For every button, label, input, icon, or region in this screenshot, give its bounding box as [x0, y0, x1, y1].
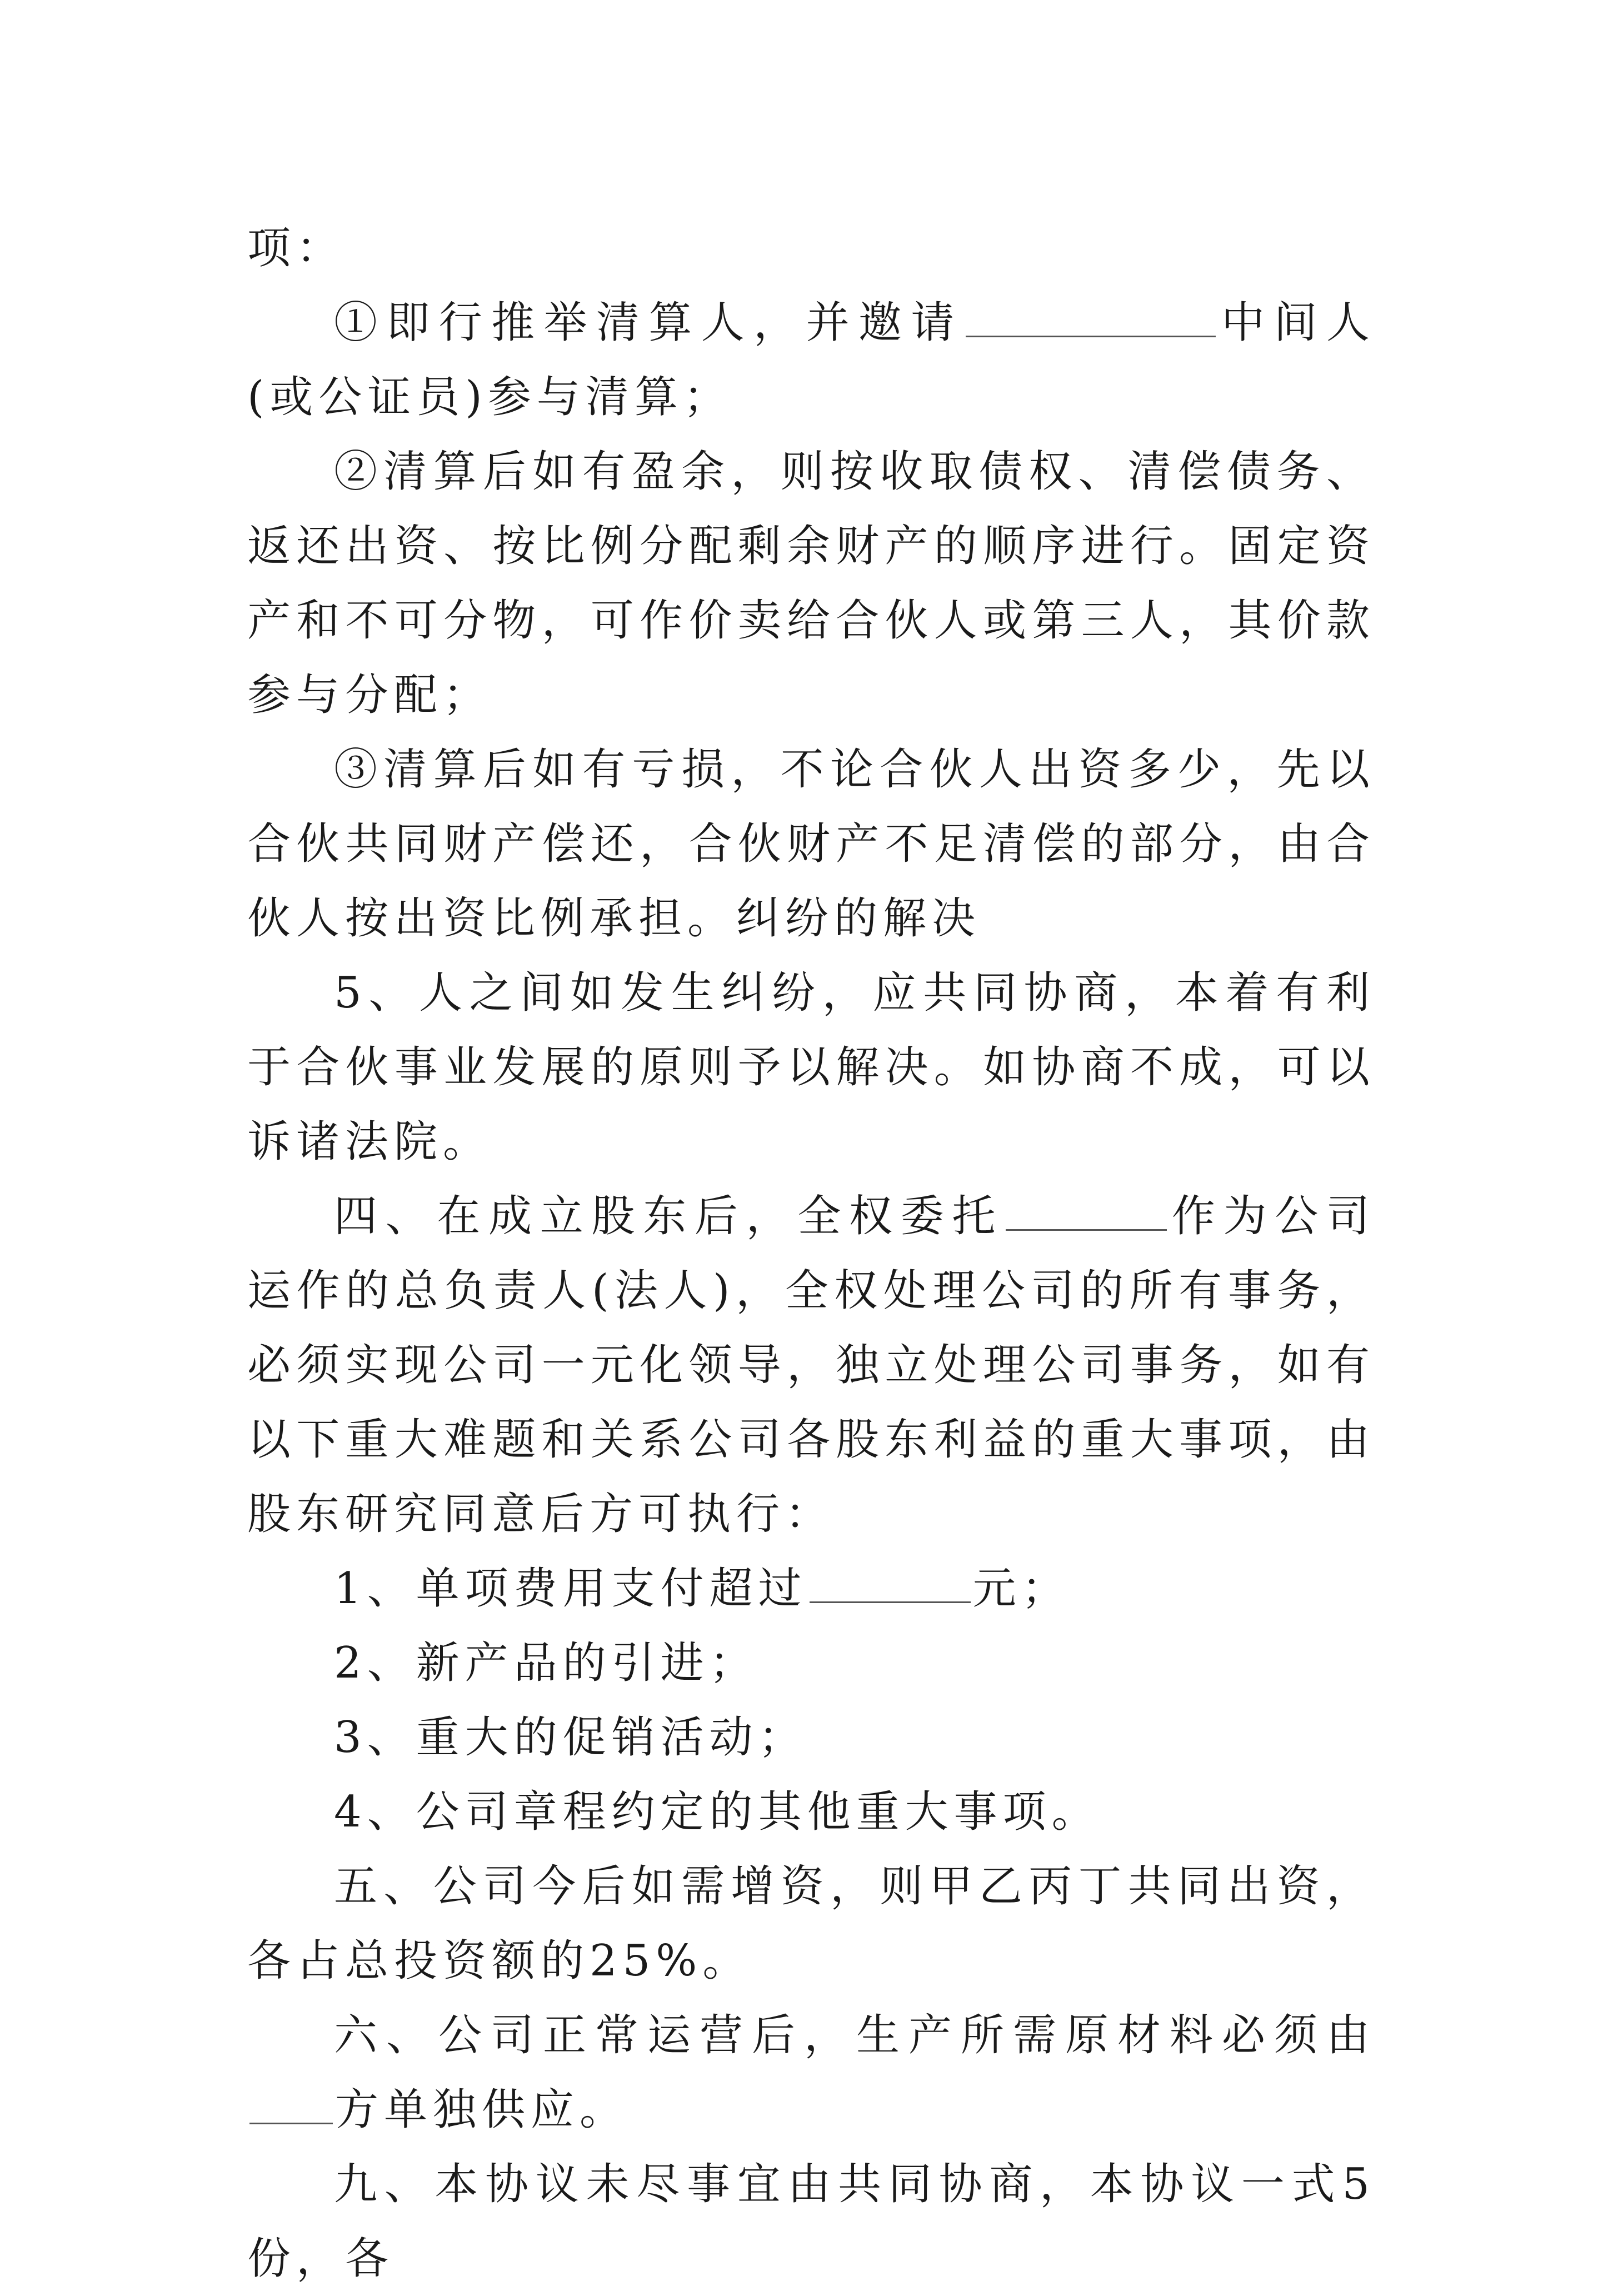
paragraph-surplus [247, 435, 1375, 732]
list-item-other-matters [247, 1775, 1375, 1849]
paragraph-text: ②清算后如有盈余，则按收取债权、清偿债务、返还出资、按比例分配剩余财产的顺序进行。固定资产和不可分物，可作价卖给合伙人或第三人，其价款参与分配； [247, 447, 1375, 720]
paragraph-text: 中间人(或公证员)参与清算； [247, 298, 1375, 422]
list-item-new-product [247, 1626, 1375, 1700]
list-item-promotion [247, 1700, 1375, 1775]
paragraph-text: 作为公司运作的总负责人(法人)，全权处理公司的所有事务，必须实现公司一元化领导，独立处理公司事务，如有以下重大难题和关系公司各股东利益的重大事项，由股东研究同意后方可执行： [247, 1191, 1375, 1539]
paragraph-text: 1、单项费用支付超过 [334, 1564, 807, 1614]
paragraph-dispute [247, 956, 1375, 1179]
paragraph-text: 2、新产品的引进； [334, 1638, 758, 1688]
paragraph-text: ③清算后如有亏损，不论合伙人出资多少，先以合伙共同财产偿还，合伙财产不足清偿的部分，由合伙人按出资比例承担。纠纷的解决 [247, 745, 1375, 944]
paragraph-liquidator [247, 286, 1375, 435]
paragraph-section-six [247, 1998, 1375, 2147]
paragraph-text: 4、公司章程约定的其他重大事项。 [334, 1787, 1101, 1837]
paragraph-loss [247, 732, 1375, 956]
paragraph-text: 5、人之间如发生纠纷，应共同协商，本着有利于合伙事业发展的原则予以解决。如协商不成，可以诉诸法院。 [247, 968, 1375, 1167]
document-body [247, 211, 1375, 2296]
paragraph-text: 五、公司今后如需增资，则甲乙丙丁共同出资，各占总投资额的25%。 [247, 1861, 1375, 1986]
paragraph-text: 项： [247, 223, 346, 273]
paragraph-text: 元； [972, 1564, 1071, 1614]
paragraph-text: ①即行推举清算人，并邀请 [334, 298, 963, 348]
blank-fill-line[interactable] [810, 1567, 971, 1603]
paragraph-text: 九、本协议未尽事宜由共同协商，本协议一式5份，各 [247, 2159, 1375, 2284]
paragraph-text: 3、重大的促销活动； [334, 1713, 807, 1763]
paragraph-continuation [247, 211, 1375, 286]
blank-fill-line[interactable] [1006, 1195, 1167, 1231]
paragraph-section-nine [247, 2147, 1375, 2296]
paragraph-text: 四、在成立股东后，全权委托 [334, 1191, 1004, 1241]
paragraph-text: 六、公司正常运营后，生产所需原材料必须由 [334, 2010, 1375, 2060]
blank-fill-line[interactable] [249, 2088, 333, 2124]
paragraph-text: 方单独供应。 [335, 2085, 629, 2135]
list-item-expense [247, 1551, 1375, 1626]
blank-fill-line[interactable] [966, 301, 1216, 337]
paragraph-section-five [247, 1849, 1375, 1998]
paragraph-section-four [247, 1179, 1375, 1551]
